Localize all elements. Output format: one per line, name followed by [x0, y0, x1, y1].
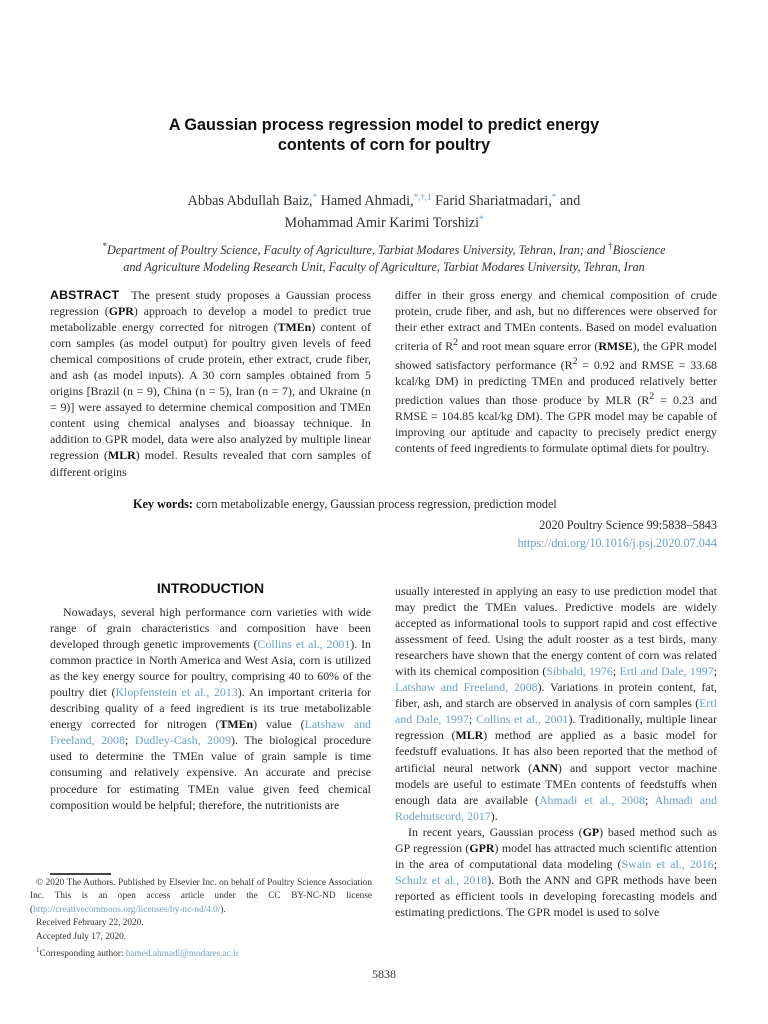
citation-link[interactable]: Ahmadi et al., 2008 [538, 792, 645, 807]
footnote-divider [50, 873, 111, 875]
author-list [60, 188, 708, 232]
abstract-label: ABSTRACT [50, 288, 120, 302]
affiliations: *Department of Poultry Science, Faculty of Agriculture, Tarbiat Modares University, Tehran, Iran; and †Bioscience and Agriculture Modeling Research Unit, Faculty of Agriculture, Tarbiat Modares University, Tehran, Iran [102, 241, 666, 274]
citation-link[interactable]: Ertl and Dale, 1997 [395, 696, 717, 727]
affiliation-mark[interactable]: * [479, 214, 484, 224]
section-heading-introduction: INTRODUCTION [156, 580, 265, 596]
affiliation-mark[interactable]: * [551, 192, 557, 202]
citation-link[interactable]: Sibbald, 1976 [546, 664, 613, 679]
doi-link[interactable]: https://doi.org/10.1016/j.psj.2020.07.044 [517, 536, 717, 550]
introduction-right-column [395, 583, 717, 920]
author-conjunction: and [559, 193, 581, 209]
copyright-notice: © 2020 The Authors. Published by Elsevier Inc. on behalf of Poultry Science Association Inc. This is an open access article under the CC BY-NC-ND license (http://creativecommons.org/licenses/by-nc-nd/4.0/). [30, 878, 372, 915]
keywords-label: Key words: [133, 497, 193, 511]
paragraph: Nowadays, several high performance corn varieties with wide range of grain characteristics and composition have been developed through genetic improvements (Collins et al., 2001). In common practice in North America and West Asia, corn is utilized as the key energy source for poultry, comprising 40 to 60% of the poultry diet (Klopfenstein et al., 2013). An important criteria for describing quality of a feed ingredient is its true metabolizable energy corrected for nitrogen (TMEn) value (Latshaw and Freeland, 2008; Dudley-Cash, 2009). The biological procedure used to determine the TMEn value of grain sample is time consuming and relatively expensive. An accurate and precise procedure for estimating TMEn value given feed chemical composition would be helpful; therefore, the nutritionists are [50, 605, 372, 812]
corresponding-author: $^1$Corresponding author: hamed.ahmadi@modares.ac.ir [36, 946, 239, 960]
citation-link[interactable]: Swain et al., 2016 [621, 856, 714, 871]
author-name: Mohammad Amir Karimi Torshizi [284, 215, 480, 231]
affiliation-mark[interactable]: *,†,1 [413, 192, 432, 202]
paragraph: In recent years, Gaussian process (GP) based method such as GP regression (GPR) model has attracted much scientific attention in the area of computational data modeling (Swain et al., 2016; Schulz et al., 2018). Both the ANN and GPR methods have been reported as efficient tools in developing forecasting models and estimating predictions. The GPR model is used to solve [395, 824, 717, 919]
article-title: A Gaussian process regression model to predict energy contents of corn for poultry [168, 116, 600, 154]
accepted-date: Accepted July 17, 2020. [36, 931, 127, 942]
citation-link[interactable]: Ertl and Dale, 1997 [619, 664, 714, 679]
journal-citation [517, 516, 717, 552]
license-link[interactable]: http://creativecommons.org/licenses/by-nc-nd/4.0/ [33, 904, 221, 915]
citation-link[interactable]: Latshaw and Freeland, 2008 [395, 680, 538, 695]
keywords: Key words: corn metabolizable energy, Gaussian process regression, prediction model [133, 497, 557, 511]
author-name: Abbas Abdullah Baiz, [187, 193, 313, 209]
email-link[interactable]: hamed.ahmadi@modares.ac.ir [125, 949, 239, 960]
abstract-right-column: differ in their gross energy and chemical composition of crude protein, crude fiber, and ash, but no differences were observed for their ether extract and TMEn contents. Based on model evaluation criteria of $R^2$ and root mean square error (RMSE), the GPR model showed satisfactory performance ($R^2 = 0.92$ and RMSE = 33.68 kcal/kg DM) in predicting TMEn and produced relatively better prediction values than those produce by MLR ($R^2 = 0.23$ and RMSE = 104.85 kcal/kg DM). The GPR model may be capable of improving our aptitude and capacity to precisely predict energy contents of feed ingredients to formulate optimal diets for poultry. [395, 288, 717, 456]
abstract-left-column: ABSTRACT The present study proposes a Gaussian process regression (GPR) approach to develop a model to predict true metabolizable energy corrected for nitrogen (TMEn) content of corn samples (as model output) for poultry given levels of feed chemical compositions of crude protein, ether extract, crude fiber, and ash (as model inputs). A 30 corn samples obtained from 5 origins [Brazil (n = 9), China (n = 5), Iran (n = 7), and Ukraine (n = 9)] were assayed to determine chemical composition and TMEn content using chemical analyses and bioassay technique. In addition to GPR model, data were also analyzed by multiple linear regression (MLR) model. Results revealed that corn samples of different origins [50, 288, 372, 479]
introduction-left-column [50, 604, 371, 813]
author-name: Hamed Ahmadi, [320, 193, 414, 209]
paragraph: usually interested in applying an easy to use prediction model that may predict the TMEn values. Predictive models are widely accepted as informational tools to support rapid and cost effective assessment of feed. Using the adult rooster as a test birds, many researchers have shown that the energy content of corn was related with its chemical composition (Sibbald, 1976; Ertl and Dale, 1997; Latshaw and Freeland, 2008). Variations in protein content, fat, fiber, ash, and starch are observed in analysis of corn samples (Ertl and Dale, 1997; Collins et al., 2001). Traditionally, multiple linear regression (MLR) method are applied as a basic model for feedstuff evaluations. It has also been reported that the method of artificial neural network (ANN) and support vector machine models are useful to estimate TMEn contents of feedstuffs when enough data are available (Ahmadi et al., 2008; Ahmadi and Rodehutscord, 2017). [395, 584, 718, 823]
citation-link[interactable]: Ahmadi and Rodehutscord, 2017 [395, 792, 718, 823]
author-name: Farid Shariatmadari, [435, 193, 552, 209]
journal-reference: 2020 Poultry Science 99:5838–5843 [539, 518, 717, 532]
citation-link[interactable]: Latshaw and Freeland, 2008 [50, 717, 371, 748]
citation-link[interactable]: Klopfenstein et al., 2013 [115, 685, 238, 700]
footnote [30, 877, 372, 962]
citation-link[interactable]: Dudley-Cash, 2009 [134, 733, 231, 748]
received-date: Received February 22, 2020. [36, 918, 144, 929]
citation-link[interactable]: Collins et al., 2001 [475, 712, 569, 727]
affiliation-mark[interactable]: * [312, 192, 318, 202]
citation-link[interactable]: Schulz et al., 2018 [395, 872, 488, 887]
citation-link[interactable]: Collins et al., 2001 [257, 637, 351, 652]
page-number: 5838 [372, 967, 396, 981]
